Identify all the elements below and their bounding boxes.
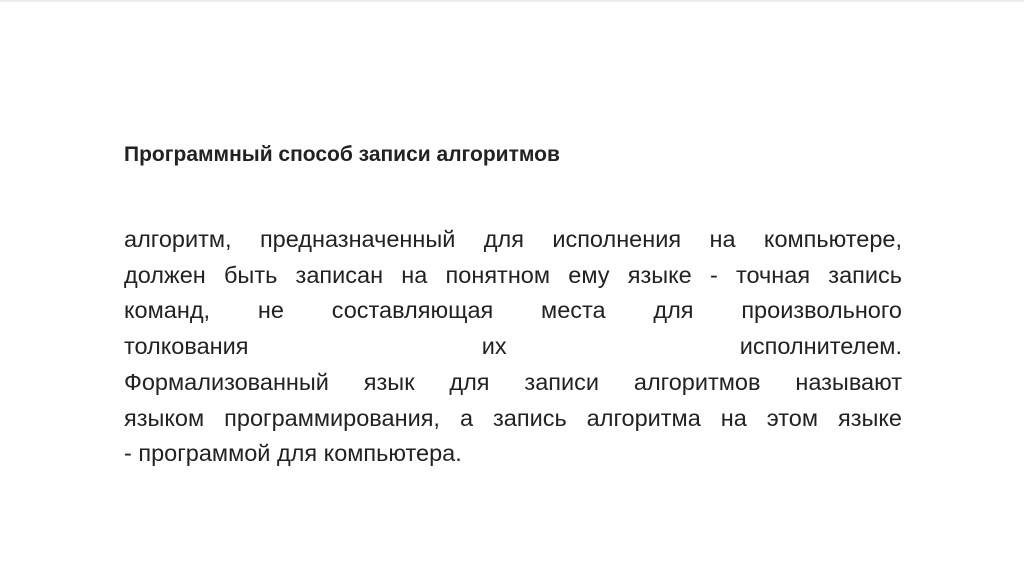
body-line: Формализованный язык для записи алгоритмов называют [124, 368, 902, 395]
body-line: должен быть записан на понятном ему языке - точная запись [124, 261, 902, 288]
top-divider [0, 0, 1024, 2]
body-line: команд, не составляющая места для произвольного [124, 297, 902, 324]
body-line: - программой для компьютера. [124, 440, 462, 467]
slide-title: Программный способ записи алгоритмов [124, 143, 560, 166]
body-line: алгоритм, предназначенный для исполнения на компьютере, [124, 226, 902, 252]
slide-body-text [124, 222, 902, 472]
body-line: языком программирования, а запись алгоритма на этом языке [124, 404, 902, 431]
body-line: толкования их исполнителем. [124, 333, 902, 360]
